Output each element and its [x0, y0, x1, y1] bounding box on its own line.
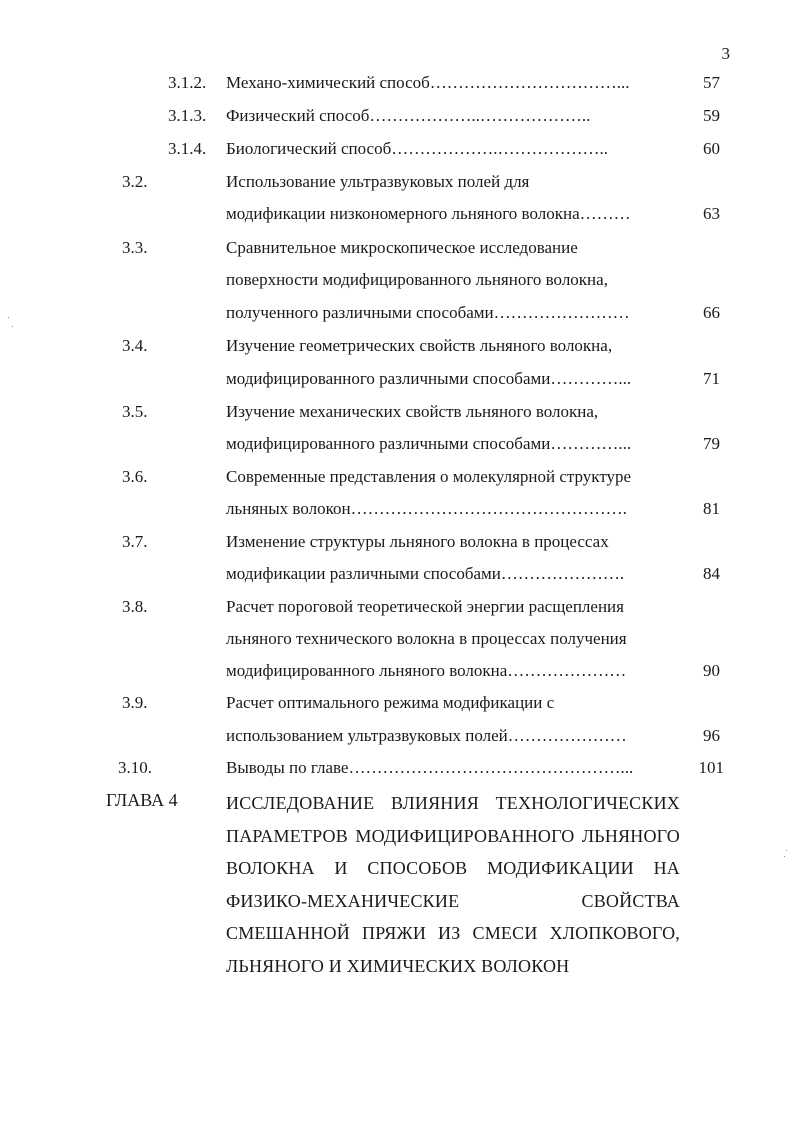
toc-entry-title: Механо-химический способ……………………………... [226, 73, 630, 92]
toc-entry-page: 63 [703, 204, 720, 223]
chapter-title: ИССЛЕДОВАНИЕ ВЛИЯНИЯ ТЕХНОЛОГИЧЕСКИХ ПАРАМЕТРОВ МОДИФИЦИРОВАННОГО ЛЬНЯНОГО ВОЛОКНА И СПОСОБОВ МОДИФИКАЦИИ НА ФИЗИКО-МЕХАНИЧЕСКИЕ СВОЙСТВА СМЕШАННОЙ ПРЯЖИ ИЗ СМЕСИ ХЛОПКОВОГО, ЛЬНЯНОГО И ХИМИЧЕСКИХ ВОЛОКОН [226, 793, 680, 976]
toc-entry-page: 96 [703, 726, 720, 745]
toc-entry-title: модифицированного льняного волокна………………… [226, 661, 627, 680]
toc-entry-title: модификации низкономерного льняного волокна……… [226, 204, 631, 223]
toc-entry-number: 3.9. [122, 693, 148, 712]
toc-entry-title: Современные представления о молекулярной структуре [226, 467, 632, 486]
chapter-label: ГЛАВА 4 [106, 790, 178, 810]
toc-entry-page: 60 [703, 139, 720, 158]
toc-entry-number: 3.8. [122, 597, 148, 616]
toc-entry-title: модификации различными способами…………………. [226, 564, 625, 583]
toc-entry-title: Изучение механических свойств льняного волокна, [226, 402, 599, 421]
scan-speck [12, 326, 13, 327]
toc-entry-title: модифицированного различными способами…………... [226, 434, 632, 453]
toc-entry-page: 79 [703, 434, 720, 453]
toc-entry-title: Изменение структуры льняного волокна в процессах [226, 532, 609, 551]
toc-entry-title: льняного технического волокна в процессах получения [226, 629, 627, 648]
toc-entry-title: полученного различными способами…………………… [226, 303, 630, 322]
toc-entry-page: 101 [698, 758, 724, 777]
toc-entry-number: 3.6. [122, 467, 148, 486]
toc-entry-page: 71 [703, 369, 720, 388]
toc-entry-title: Выводы по главе…………………………………………... [226, 758, 634, 777]
toc-entry-title: Биологический способ……………….……………….. [226, 139, 608, 158]
toc-entry-title: Физический способ………………..……………….. [226, 106, 591, 125]
toc-entry-page: 66 [703, 303, 720, 322]
toc-entry-title: Изучение геометрических свойств льняного волокна, [226, 336, 613, 355]
scan-speck [786, 850, 787, 851]
scan-speck [8, 317, 9, 318]
toc-entry-number: 3.1.3. [168, 106, 207, 125]
toc-entry-title: Расчет оптимального режима модификации с [226, 693, 555, 712]
toc-entry-number: 3.5. [122, 402, 148, 421]
toc-entry-title: использованием ультразвуковых полей………………… [226, 726, 627, 745]
toc-entry-title: Сравнительное микроскопическое исследование [226, 238, 578, 257]
toc-entry-number: 3.1.2. [168, 73, 207, 92]
toc-entry-title: Использование ультразвуковых полей для [226, 172, 530, 191]
toc-entry-number: 3.1.4. [168, 139, 207, 158]
toc-entry-page: 84 [703, 564, 720, 583]
page-number: 3 [721, 44, 730, 63]
toc-entry-number: 3.10. [118, 758, 152, 777]
toc-entry-page: 59 [703, 106, 720, 125]
toc-entry-number: 3.4. [122, 336, 148, 355]
toc-entry-number: 3.2. [122, 172, 148, 191]
scan-speck [784, 856, 785, 857]
toc-entry-page: 90 [703, 661, 720, 680]
toc-entry-page: 81 [703, 499, 720, 518]
toc-entry-title: поверхности модифицированного льняного волокна, [226, 270, 608, 289]
toc-entry-page: 57 [703, 73, 720, 92]
toc-entry-number: 3.7. [122, 532, 148, 551]
toc-entry-number: 3.3. [122, 238, 148, 257]
toc-entry-title: модифицированного различными способами…………... [226, 369, 632, 388]
toc-entry-title: льняных волокон…………………………………………. [226, 499, 627, 518]
toc-entry-title: Расчет пороговой теоретической энергии расщепления [226, 597, 624, 616]
